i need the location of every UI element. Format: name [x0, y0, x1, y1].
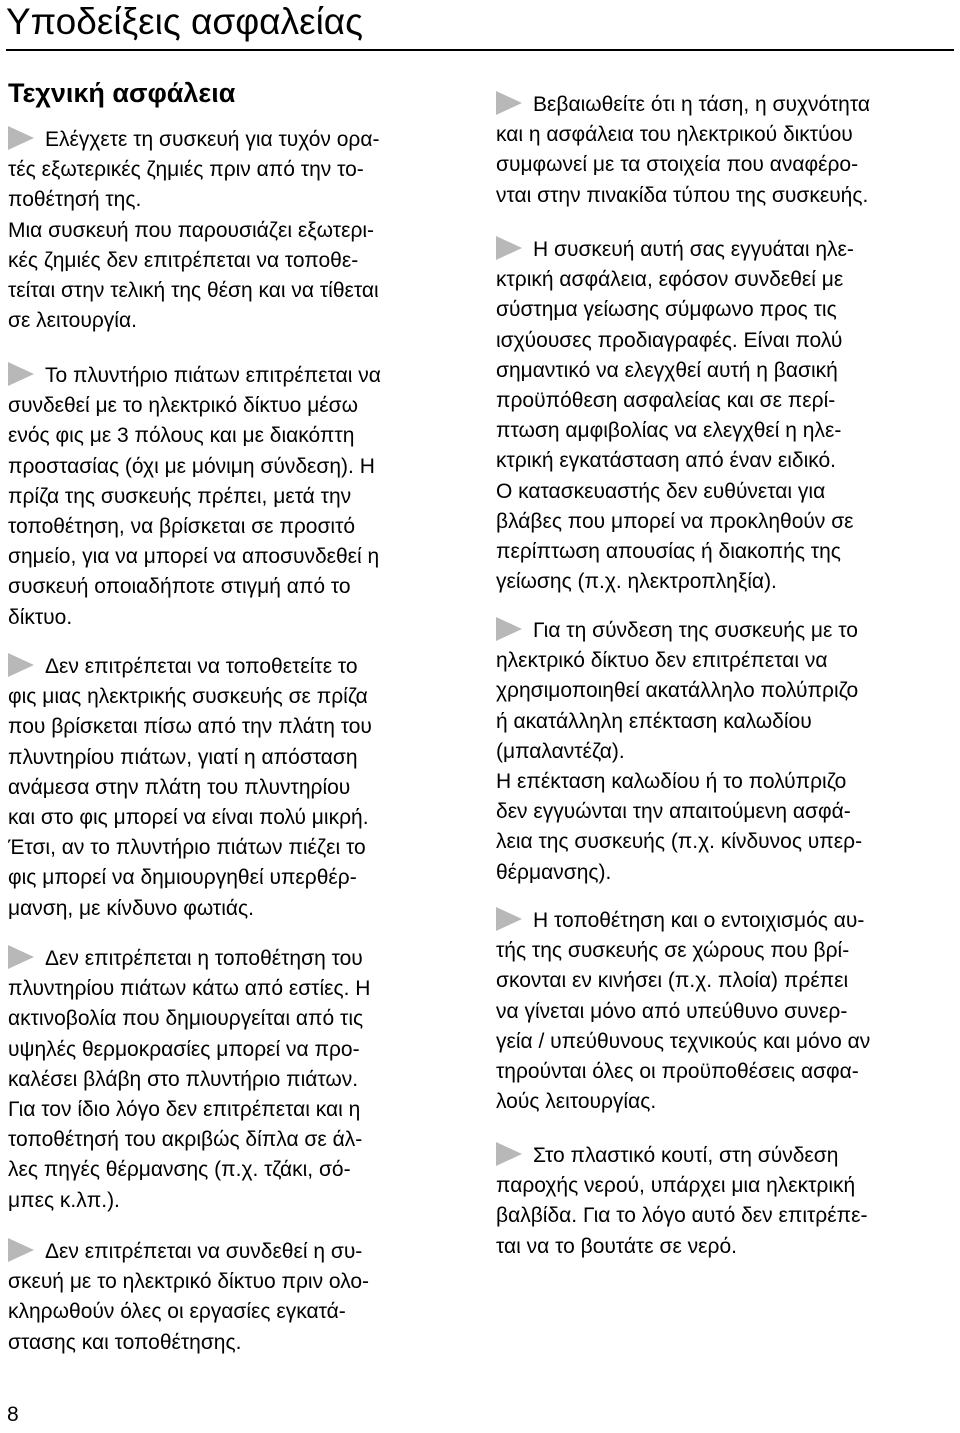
- text-line: Έτσι, αν το πλυντήριο πιάτων πιέζει το: [8, 836, 366, 860]
- text-line: πρίζα της συσκευής πρέπει, μετά την: [8, 484, 352, 508]
- text-line: προϋπόθεση ασφαλείας και σε περί-: [496, 388, 836, 412]
- text-line: κτρική εγκατάσταση από έναν ειδικό.: [496, 449, 836, 473]
- text-line: κτρική ασφάλεια, εφόσον συνδεθεί με: [496, 268, 844, 292]
- text-line: Η επέκταση καλωδίου ή το πολύπριζο: [496, 769, 847, 793]
- triangle-arrow-icon: [496, 617, 522, 641]
- triangle-arrow-icon: [8, 653, 34, 677]
- text-line: τοποθέτησή του ακριβώς δίπλα σε άλ-: [8, 1128, 363, 1152]
- triangle-arrow-icon: [496, 1142, 522, 1166]
- safety-instruction: [496, 90, 958, 211]
- text-line: κές ζημιές δεν επιτρέπεται να τοποθε-: [8, 248, 359, 272]
- text-line: βαλβίδα. Για το λόγο αυτό δεν επιτρέπε-: [496, 1204, 868, 1228]
- safety-instruction: [8, 944, 470, 1216]
- text-line: μπες κ.λπ.).: [8, 1188, 120, 1212]
- triangle-arrow-icon: [496, 236, 522, 260]
- text-line: τηρούνται όλες οι προϋποθέσεις ασφα-: [496, 1059, 859, 1083]
- text-line: σύστημα γείωσης σύμφωνο προς τις: [496, 298, 837, 322]
- text-line: θέρμανσης).: [496, 860, 612, 884]
- text-line: ανάμεσα στην πλάτη του πλυντηρίου: [8, 775, 351, 799]
- text-line: τής της συσκευής σε χώρους που βρί-: [496, 939, 850, 963]
- text-line: ενός φις με 3 πόλους και με διακόπτη: [8, 424, 355, 448]
- safety-instruction: [8, 1237, 470, 1358]
- triangle-arrow-icon: [8, 126, 34, 150]
- text-line: συμφωνεί με τα στοιχεία που αναφέρο-: [496, 153, 859, 177]
- text-line: γείωσης (π.χ. ηλεκτροπληξία).: [496, 570, 777, 594]
- text-line: ακτινοβολία που δημιουργείται από τις: [8, 1007, 364, 1031]
- text-line: τές εξωτερικές ζημιές πριν από την το-: [8, 158, 364, 182]
- text-line: συνδεθεί με το ηλεκτρικό δίκτυο μέσω: [8, 394, 359, 418]
- page-title: Υποδείξεις ασφαλείας: [6, 1, 364, 42]
- text-line: Ο κατασκευαστής δεν ευθύνεται για: [496, 479, 826, 503]
- text-line: φις μπορεί να δημιουργηθεί υπερθέρ-: [8, 866, 357, 890]
- text-line: σκευή με το ηλεκτρικό δίκτυο πριν ολο-: [8, 1270, 370, 1294]
- safety-instruction: [496, 616, 958, 888]
- text-line: υψηλές θερμοκρασίες μπορεί να προ-: [8, 1037, 360, 1061]
- text-line: Για τη σύνδεση της συσκευής με το: [496, 616, 958, 646]
- safety-instruction: [496, 906, 958, 1117]
- text-line: βλάβες που μπορεί να προκληθούν σε: [496, 509, 854, 533]
- text-line: Το πλυντήριο πιάτων επιτρέπεται να: [8, 361, 470, 391]
- text-line: ισχύουσες προδιαγραφές. Είναι πολύ: [496, 328, 843, 352]
- text-line: και η ασφάλεια του ηλεκτρικού δικτύου: [496, 123, 853, 147]
- text-line: κληρωθούν όλες οι εργασίες εγκατά-: [8, 1300, 346, 1324]
- text-line: μανση, με κίνδυνο φωτιάς.: [8, 896, 254, 920]
- triangle-arrow-icon: [496, 91, 522, 115]
- text-line: τείται στην τελική της θέση και να τίθεται: [8, 278, 379, 302]
- title-divider: [6, 49, 954, 51]
- text-line: περίπτωση απουσίας ή διακοπής της: [496, 539, 841, 563]
- text-line: τοποθέτηση, να βρίσκεται σε προσιτό: [8, 514, 356, 538]
- triangle-arrow-icon: [8, 945, 34, 969]
- section-heading: Τεχνική ασφάλεια: [8, 78, 236, 108]
- text-line: λες πηγές θέρμανσης (π.χ. τζάκι, σό-: [8, 1158, 351, 1182]
- text-line: ται να το βουτάτε σε νερό.: [496, 1234, 737, 1258]
- text-line: χρησιμοποιηθεί ακατάλληλο πολύπριζο: [496, 679, 859, 703]
- text-line: δεν εγγυώνται την απαιτούμενη ασφά-: [496, 800, 851, 824]
- text-line: που βρίσκεται πίσω από την πλάτη του: [8, 715, 372, 739]
- text-line: γεία / υπεύθυνους τεχνικούς και μόνο αν: [496, 1029, 871, 1053]
- text-line: Η τοποθέτηση και ο εντοιχισμός αυ-: [496, 906, 958, 936]
- safety-instruction: [496, 1141, 958, 1262]
- triangle-arrow-icon: [8, 1238, 34, 1262]
- text-line: Δεν επιτρέπεται η τοποθέτηση του: [8, 944, 470, 974]
- text-line: νται στην πινακίδα τύπου της συσκευής.: [496, 183, 869, 207]
- safety-instruction: [8, 125, 470, 336]
- text-line: λεια της συσκευής (π.χ. κίνδυνος υπερ-: [496, 830, 863, 854]
- safety-instruction: [8, 652, 470, 924]
- triangle-arrow-icon: [496, 907, 522, 931]
- text-line: πλυντηρίου πιάτων, γιατί η απόσταση: [8, 745, 358, 769]
- text-line: Μια συσκευή που παρουσιάζει εξωτερι-: [8, 218, 375, 242]
- text-line: Βεβαιωθείτε ότι η τάση, η συχνότητα: [496, 90, 958, 120]
- text-line: Η συσκευή αυτή σας εγγυάται ηλε-: [496, 235, 958, 265]
- text-line: ποθέτησή της.: [8, 188, 142, 212]
- text-line: Ελέγχετε τη συσκευή για τυχόν ορα-: [8, 125, 470, 155]
- text-line: δίκτυο.: [8, 605, 73, 629]
- text-line: φις μιας ηλεκτρικής συσκευής σε πρίζα: [8, 685, 368, 709]
- text-line: στασης και τοποθέτησης.: [8, 1330, 242, 1354]
- text-line: παροχής νερού, υπάρχει μια ηλεκτρική: [496, 1174, 856, 1198]
- text-line: Δεν επιτρέπεται να συνδεθεί η συ-: [8, 1237, 470, 1267]
- safety-instruction: [8, 361, 470, 633]
- text-line: σε λειτουργία.: [8, 309, 137, 333]
- page-number: 8: [7, 1403, 19, 1426]
- text-line: προστασίας (όχι με μόνιμη σύνδεση). Η: [8, 454, 375, 478]
- text-line: σημαντικό να ελεγχθεί αυτή η βασική: [496, 358, 838, 382]
- text-line: λούς λειτουργίας.: [496, 1090, 657, 1114]
- text-line: σημείο, για να μπορεί να αποσυνδεθεί η: [8, 545, 380, 569]
- text-line: πτωση αμφιβολίας να ελεγχθεί η ηλε-: [496, 419, 842, 443]
- text-line: πλυντηρίου πιάτων κάτω από εστίες. Η: [8, 977, 371, 1001]
- text-line: συσκευή οποιαδήποτε στιγμή από το: [8, 575, 351, 599]
- text-line: Δεν επιτρέπεται να τοποθετείτε το: [8, 652, 470, 682]
- text-line: και στο φις μπορεί να είναι πολύ μικρή.: [8, 805, 369, 829]
- text-line: ηλεκτρικό δίκτυο δεν επιτρέπεται να: [496, 649, 828, 673]
- text-line: Για τον ίδιο λόγο δεν επιτρέπεται και η: [8, 1097, 361, 1121]
- triangle-arrow-icon: [8, 362, 34, 386]
- text-line: καλέσει βλάβη στο πλυντήριο πιάτων.: [8, 1067, 359, 1091]
- text-line: (μπαλαντέζα).: [496, 739, 625, 763]
- text-line: σκονται εν κινήσει (π.χ. πλοία) πρέπει: [496, 969, 849, 993]
- text-line: Στο πλαστικό κουτί, στη σύνδεση: [496, 1141, 958, 1171]
- text-line: ή ακατάλληλη επέκταση καλωδίου: [496, 709, 812, 733]
- text-line: να γίνεται μόνο από υπεύθυνο συνερ-: [496, 999, 848, 1023]
- safety-instruction: [496, 235, 958, 597]
